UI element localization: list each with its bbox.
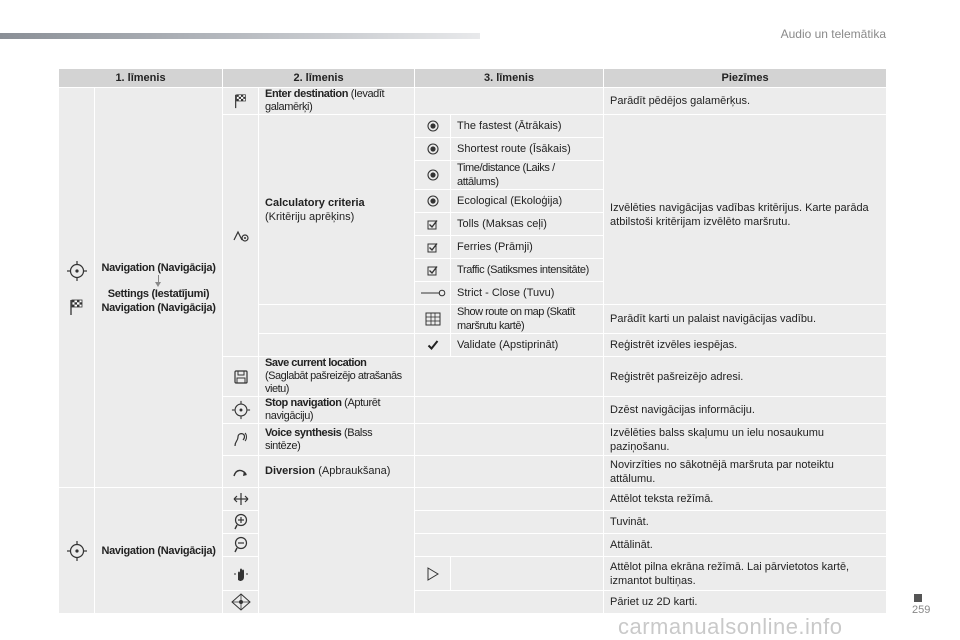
criteria-item-shortest: Shortest route (Īsākais): [451, 138, 604, 161]
checkbox-icon-cell: [415, 213, 451, 236]
enter-destination-note: Parādīt pēdējos galamērķus.: [604, 88, 887, 115]
stop-navigation-note: Dzēst navigācijas informāciju.: [604, 397, 887, 424]
crosshair-icon: [66, 260, 88, 282]
empty-cell: [259, 488, 415, 614]
level1-name-settings: Settings (Iestatījumi): [107, 287, 210, 300]
hand-pan-icon: [232, 565, 250, 583]
empty-cell: [415, 591, 604, 614]
header-notes: Piezīmes: [604, 69, 887, 88]
radio-icon: [427, 195, 439, 207]
radio-icon-cell: [415, 161, 451, 190]
voice-icon: [232, 431, 250, 449]
level1-name-navigation-map: Navigation (Navigācija): [95, 488, 223, 614]
checkbox-icon: [427, 219, 438, 230]
fullscreen-icon-cell: [223, 557, 259, 591]
stop-navigation-label: Stop navigation (Apturēt navigāciju): [259, 397, 415, 424]
level1-name-navigation: Navigation (Navigācija): [101, 261, 216, 274]
level1-name-navigation-2: Navigation (Navigācija): [101, 301, 216, 314]
map-2d-icon: [231, 593, 251, 611]
navigation-menu-table: [58, 68, 887, 614]
zoom-out-icon-cell: [223, 534, 259, 557]
empty-cell: [451, 557, 604, 591]
slider-icon-cell: [415, 282, 451, 305]
map-note-text-mode: Attēlot teksta režīmā.: [604, 488, 887, 511]
criteria-note: Izvēlēties navigācijas vadības kritērijus. Karte parāda atbilstoši kritērijam izvēlēto maršrutu.: [604, 115, 887, 305]
show-route-label: Show route on map (Skatīt maršrutu kartē): [451, 305, 604, 334]
criteria-settings-icon: [232, 229, 250, 243]
empty-cell: [259, 305, 415, 334]
checkered-flag-icon: [68, 298, 86, 316]
slider-icon: [420, 289, 446, 297]
empty-cell: [415, 534, 604, 557]
voice-icon-cell: [223, 424, 259, 456]
map-note-zoom-out: Attālināt.: [604, 534, 887, 557]
diversion-icon: [232, 466, 250, 478]
empty-cell: [415, 88, 604, 115]
page-number: 259: [912, 604, 931, 616]
zoom-in-icon: [233, 513, 249, 531]
level1-name-cell: [95, 88, 223, 488]
empty-cell: [415, 424, 604, 456]
diversion-note: Novirzīties no sākotnējā maršruta par noteiktu attālumu.: [604, 456, 887, 488]
diversion-label: Diversion (Apbraukšana): [259, 456, 415, 488]
crosshair-icon: [66, 540, 88, 562]
arrow-down-icon: [158, 275, 159, 283]
header-level3: 3. līmenis: [415, 69, 604, 88]
criteria-subtitle: (Kritēriju aprēķins): [265, 210, 355, 223]
criteria-item-strict-close: Strict - Close (Tuvu): [451, 282, 604, 305]
voice-synthesis-label: Voice synthesis (Balss sintēze): [259, 424, 415, 456]
radio-icon-cell: [415, 115, 451, 138]
level1-map-icon-cell: [59, 488, 95, 614]
radio-icon-cell: [415, 190, 451, 213]
save-location-icon-cell: [223, 357, 259, 397]
save-icon: [233, 369, 249, 385]
map-grid-icon: [424, 311, 442, 327]
radio-icon: [427, 169, 439, 181]
checkmark-icon: [427, 339, 439, 351]
show-route-note: Parādīt karti un palaist navigācijas vadību.: [604, 305, 887, 334]
validate-note: Reģistrēt izvēles iespējas.: [604, 334, 887, 357]
show-route-icon-cell: [415, 305, 451, 334]
map-note-zoom-in: Tuvināt.: [604, 511, 887, 534]
voice-synthesis-note: Izvēlēties balss skaļumu un ielu nosaukumu paziņošanu.: [604, 424, 887, 456]
diversion-icon-cell: [223, 456, 259, 488]
move-icon-cell: [223, 488, 259, 511]
header-level2: 2. līmenis: [223, 69, 415, 88]
empty-cell: [415, 488, 604, 511]
empty-cell: [415, 397, 604, 424]
watermark: carmanualsonline.info: [618, 614, 843, 639]
enter-destination-label: Enter destination (Ievadīt galamērķi): [259, 88, 415, 115]
criteria-item-tolls: Tolls (Maksas ceļi): [451, 213, 604, 236]
validate-icon-cell: [415, 334, 451, 357]
empty-cell: [415, 511, 604, 534]
checkbox-icon: [427, 265, 438, 276]
checkbox-icon-cell: [415, 236, 451, 259]
page-marker: [914, 594, 922, 602]
stop-navigation-icon-cell: [223, 397, 259, 424]
crosshair-icon: [231, 400, 251, 420]
criteria-icon-cell: [223, 115, 259, 357]
criteria-label: [259, 115, 415, 305]
criteria-title: Calculatory criteria: [265, 196, 365, 209]
criteria-item-ecological: Ecological (Ekoloģija): [451, 190, 604, 213]
checkbox-icon-cell: [415, 259, 451, 282]
criteria-item-fastest: The fastest (Ātrākais): [451, 115, 604, 138]
radio-icon-cell: [415, 138, 451, 161]
enter-destination-icon-cell: [223, 88, 259, 115]
level1-icons-cell: [59, 88, 95, 488]
map-2d-icon-cell: [223, 591, 259, 614]
section-title: Audio un telemātika: [780, 27, 886, 41]
map-note-2d: Pāriet uz 2D karti.: [604, 591, 887, 614]
save-location-note: Reģistrēt pašreizējo adresi.: [604, 357, 887, 397]
checkered-flag-icon: [233, 93, 249, 109]
radio-icon: [427, 120, 439, 132]
validate-label: Validate (Apstiprināt): [451, 334, 604, 357]
move-arrows-icon: [232, 491, 250, 507]
radio-icon: [427, 143, 439, 155]
checkbox-icon: [427, 242, 438, 253]
header-gradient-bar: [0, 33, 480, 39]
empty-cell: [259, 334, 415, 357]
header-level1: 1. līmenis: [59, 69, 223, 88]
save-location-label: Save current location (Saglabāt pašreizējo atrašanās vietu): [259, 357, 415, 397]
criteria-item-ferries: Ferries (Prāmji): [451, 236, 604, 259]
zoom-out-icon: [233, 536, 249, 554]
criteria-item-traffic: Traffic (Satiksmes intensitāte): [451, 259, 604, 282]
criteria-item-time-distance: Time/distance (Laiks / attālums): [451, 161, 604, 190]
zoom-in-icon-cell: [223, 511, 259, 534]
map-note-fullscreen: Attēlot pilna ekrāna režīmā. Lai pārvietotos kartē, izmantot bultiņas.: [604, 557, 887, 591]
play-icon-cell: [415, 557, 451, 591]
empty-cell: [415, 456, 604, 488]
empty-cell: [415, 357, 604, 397]
play-triangle-icon: [426, 567, 440, 581]
